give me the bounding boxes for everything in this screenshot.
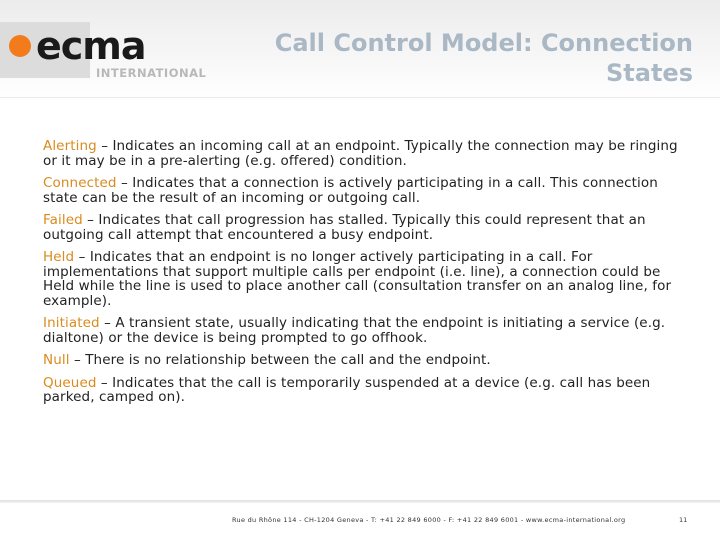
header-divider (0, 97, 720, 98)
state-entry-queued (43, 376, 688, 405)
state-description: – A transient state, usually indicating that the endpoint is initiating a service (e.g. dialtone) or the device is being prompted to go offhook. (43, 315, 666, 346)
state-entry-failed (43, 213, 688, 242)
logo-subtext: INTERNATIONAL (96, 66, 207, 80)
state-description: – There is no relationship between the call and the endpoint. (69, 352, 491, 368)
ecma-logo (0, 22, 210, 82)
state-description: – Indicates that a connection is actively participating in a call. This connection state can be the result of an incoming or outgoing call. (43, 175, 658, 206)
state-term: Null (43, 352, 70, 368)
state-term: Alerting (43, 138, 97, 154)
state-description: – Indicates that the call is temporarily suspended at a device (e.g. call has been parked, camped on). (43, 374, 651, 405)
footer-divider (0, 500, 720, 503)
state-description: – Indicates an incoming call at an endpoint. Typically the connection may be ringing or it may be in a pre-alerting (e.g. offered) condition. (43, 138, 678, 169)
slide-title: Call Control Model: Connection States (274, 29, 693, 87)
state-entry-alerting (43, 139, 688, 168)
page-number: 11 (679, 516, 688, 524)
state-entry-initiated (43, 316, 688, 345)
footer-address: Rue du Rhône 114 - CH-1204 Geneva - T: +41 22 849 6000 - F: +41 22 849 6001 - www.ecma-international.org (232, 516, 626, 524)
state-term: Held (43, 249, 75, 265)
header (0, 0, 720, 98)
state-term: Failed (43, 212, 83, 228)
state-list (43, 139, 688, 413)
state-description: – Indicates that an endpoint is no longer actively participating in a call. For implementations that support multiple calls per endpoint (i.e. line), a connection could be Held while the line is used to place another call (consultation transfer on an analog line, for example). (43, 249, 672, 309)
state-term: Initiated (43, 315, 100, 331)
state-term: Connected (43, 175, 117, 191)
state-entry-held (43, 250, 688, 308)
state-term: Queued (43, 374, 97, 391)
logo-dot-icon (9, 35, 31, 57)
logo-wordmark: ecma (36, 24, 146, 68)
state-entry-connected (43, 176, 688, 205)
state-description: – Indicates that call progression has stalled. Typically this could represent that an outgoing call attempt that encountered a busy endpoint. (43, 212, 646, 243)
state-entry-null (43, 353, 688, 368)
